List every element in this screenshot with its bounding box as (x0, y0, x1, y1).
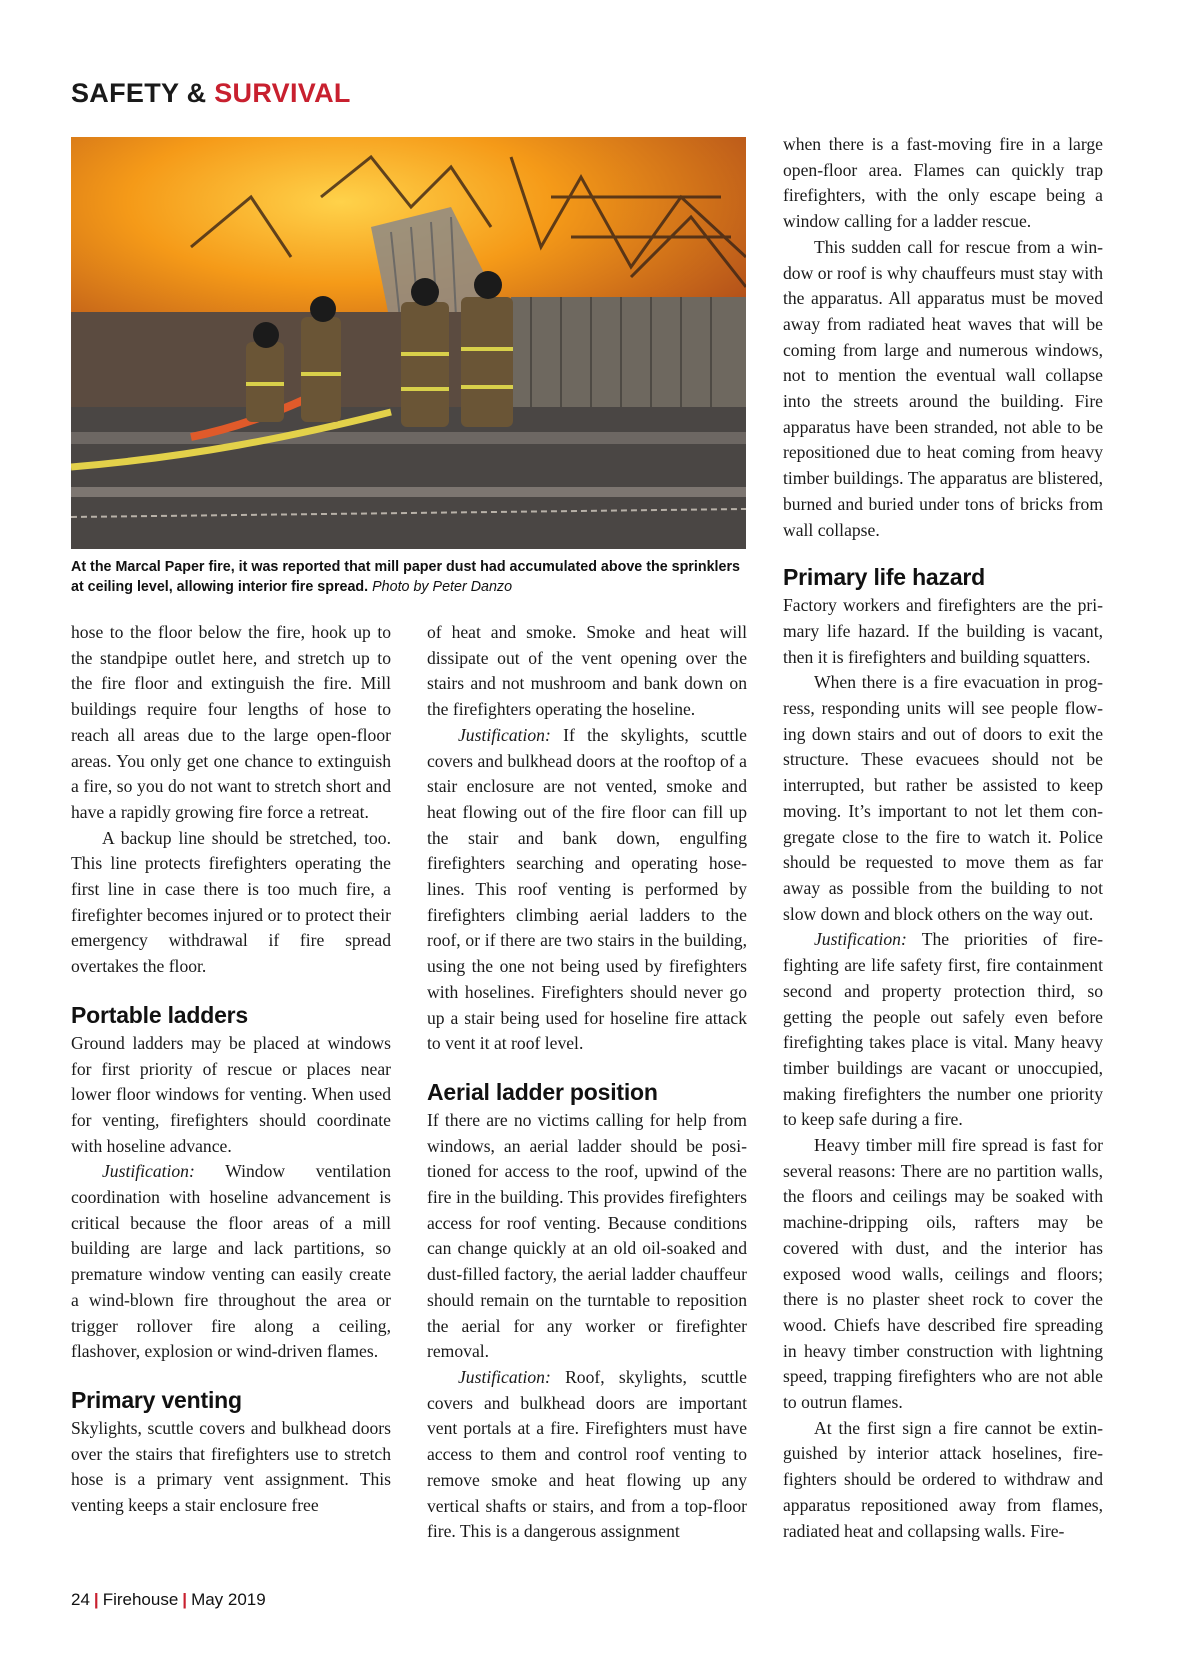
paragraph: Ground ladders may be placed at windows for first priority of rescue or places near lower floor windows for venting. When used for venting, firefighters should coordinate with hoseline advance. (71, 1032, 391, 1156)
paragraph-body: Roof, skylights, scuttle covers and bulkhead doors are important vent portals at a fire. Firefighters must have access to them and control roof venting to remove smoke and heat flowing up any vertical shafts or stairs, and from a top-floor fire. This is a dangerous assignment (427, 1366, 747, 1542)
paragraph: This sudden call for rescue from a window or roof is why chauffeurs must stay with the apparatus. All apparatus must be moved away from radiated heat waves that will be coming from large and numerous windows, not to mention the eventual wall collapse into the streets around the building. Fire apparatus have been stranded, not able to be repositioned due to heat coming from heavy timber buildings. The apparatus are blistered, burned and buried under tons of bricks from wall collapse. (783, 236, 1103, 540)
page-number: 24 (71, 1590, 90, 1609)
paragraph: Skylights, scuttle covers and bulkhead doors over the stairs that firefighters use to stretch hose is a primary vent assignment. This venting keeps a stair enclosure free (71, 1417, 391, 1516)
fire-scene-illustration (71, 137, 746, 549)
paragraph: Heavy timber mill fire spread is fast for several reasons: There are no partition walls, the floors and ceilings may be soaked with machine-dripping oils, rafters may be covered with dust, and the interior has exposed wood walls, ceilings and floors; there is no plaster sheet rock to cover the wood. Chiefs have described fire spreading in heavy timber construction with lightning speed, trapping firefighters who are not able to outrun flames. (783, 1135, 1103, 1413)
paragraph: At the first sign a fire cannot be extinguished by interior attack hoselines, firefighters should be ordered to withdraw and apparatus repositioned away from flames, radiated heat and collapsing walls. Fire- (783, 1417, 1103, 1541)
justification-label: Justification: (102, 1161, 195, 1182)
page-footer (71, 1590, 266, 1610)
paragraph (427, 1365, 747, 1545)
column-2 (427, 620, 747, 1545)
section-title-part1: SAFETY & (71, 78, 215, 108)
section-title (71, 78, 351, 109)
justification-label: Justification: (458, 724, 551, 745)
fire-scene-photo (71, 137, 746, 549)
section-title-part2: SURVIVAL (214, 78, 351, 108)
paragraph (783, 927, 1103, 1133)
magazine-name: Firehouse (102, 1590, 179, 1609)
paragraph: hose to the floor below the fire, hook up to the standpipe outlet here, and stretch up to the fire floor and extinguish the fire. Mill buildings require four lengths of hose to reach all areas due to the large open-floor areas. You only get one chance to extinguish a fire, so you do not want to stretch short and have a rapidly growing fire force a retreat. (71, 622, 391, 822)
column-3 (783, 132, 1103, 1544)
justification-label: Justification: (458, 1366, 551, 1387)
paragraph: If there are no victims calling for help from windows, an aerial ladder should be positioned for access to the roof, upwind of the fire in the building. This provides firefighters access for roof venting. Because conditions can change quickly at an old oil-soaked and dust-filled factory, the aerial ladder chauffeur should remain on the turntable to reposition the aerial for any worker or firefighter removal. (427, 1109, 747, 1362)
paragraph (427, 723, 747, 1057)
paragraph: When there is a fire evacuation in progress, responding units will see people flowing down stairs and out of doors to exit the structure. These evacuees should not be interrupted, but rather be assisted to keep moving. It’s important to not let them congregate close to the fire to watch it. Police should be requested to move them as far away as possible from the building to not slow down and block others on the way out. (783, 672, 1103, 924)
paragraph-body: Window ventilation coordination with hoseline advancement is critical because the floor areas of a mill building are large and lack partitions, so premature window venting can easily create a wind-blown fire throughout the area or trigger rollover fire along a ceiling, flashover, explosion or wind-driven flames. (71, 1161, 391, 1362)
subhead-aerial-ladder-position: Aerial ladder position (427, 1078, 658, 1105)
issue-date: May 2019 (191, 1590, 266, 1609)
photo-credit: Photo by Peter Danzo (372, 579, 513, 595)
justification-label: Justification: (814, 929, 907, 950)
paragraph: when there is a fast-moving fire in a large open-floor area. Flames can quickly trap firefighters, with the only escape being a window calling for a ladder rescue. (783, 134, 1103, 232)
paragraph: A backup line should be stretched, too. This line protects firefighters operating the first line in case there is too much fire, a firefighter becomes injured or to protect their emergency withdrawal if fire spread overtakes the floor. (71, 827, 391, 977)
paragraph: Factory workers and firefighters are the primary life hazard. If the building is vacant, then it is firefighters and building squatters. (783, 595, 1103, 667)
separator-bar-icon: | (93, 1590, 99, 1609)
paragraph: of heat and smoke. Smoke and heat will dissipate out of the vent opening over the stairs and not mushroom and bank down on the firefighters operating the hoseline. (427, 622, 747, 720)
column-1 (71, 620, 391, 1519)
subhead-portable-ladders: Portable ladders (71, 1001, 249, 1028)
paragraph (71, 1159, 391, 1365)
subhead-primary-venting: Primary venting (71, 1386, 242, 1413)
subhead-primary-life-hazard: Primary life hazard (783, 564, 986, 591)
paragraph-body: The priorities of firefighting are life safety first, fire containment second and property protection third, so getting the people out safely even before firefighting takes place is vital. Many heavy timber buildings are vacant or unoccupied, making firefighters the number one priority to keep safe during a fire. (783, 929, 1103, 1130)
photo-caption (71, 557, 751, 597)
paragraph-body: If the skylights, scuttle covers and bulkhead doors at the rooftop of a stair enclosure are not vented, smoke and heat flowing out of the fire floor can fill up the stair and bank down, engulfing firefighters searching and operating hoselines. This roof venting is performed by firefighters climbing aerial ladders to the roof, or if there are two stairs in the building, using the one not being used by firefighters with hoselines. Firefighters should never go up a stair being used for hoseline fire attack to vent it at roof level. (427, 724, 747, 1054)
caption-text: At the Marcal Paper fire, it was reported that mill paper dust had accumulated above the sprinklers at ceiling level, allowing interior fire spread. (71, 559, 740, 595)
separator-bar-icon: | (182, 1590, 188, 1609)
